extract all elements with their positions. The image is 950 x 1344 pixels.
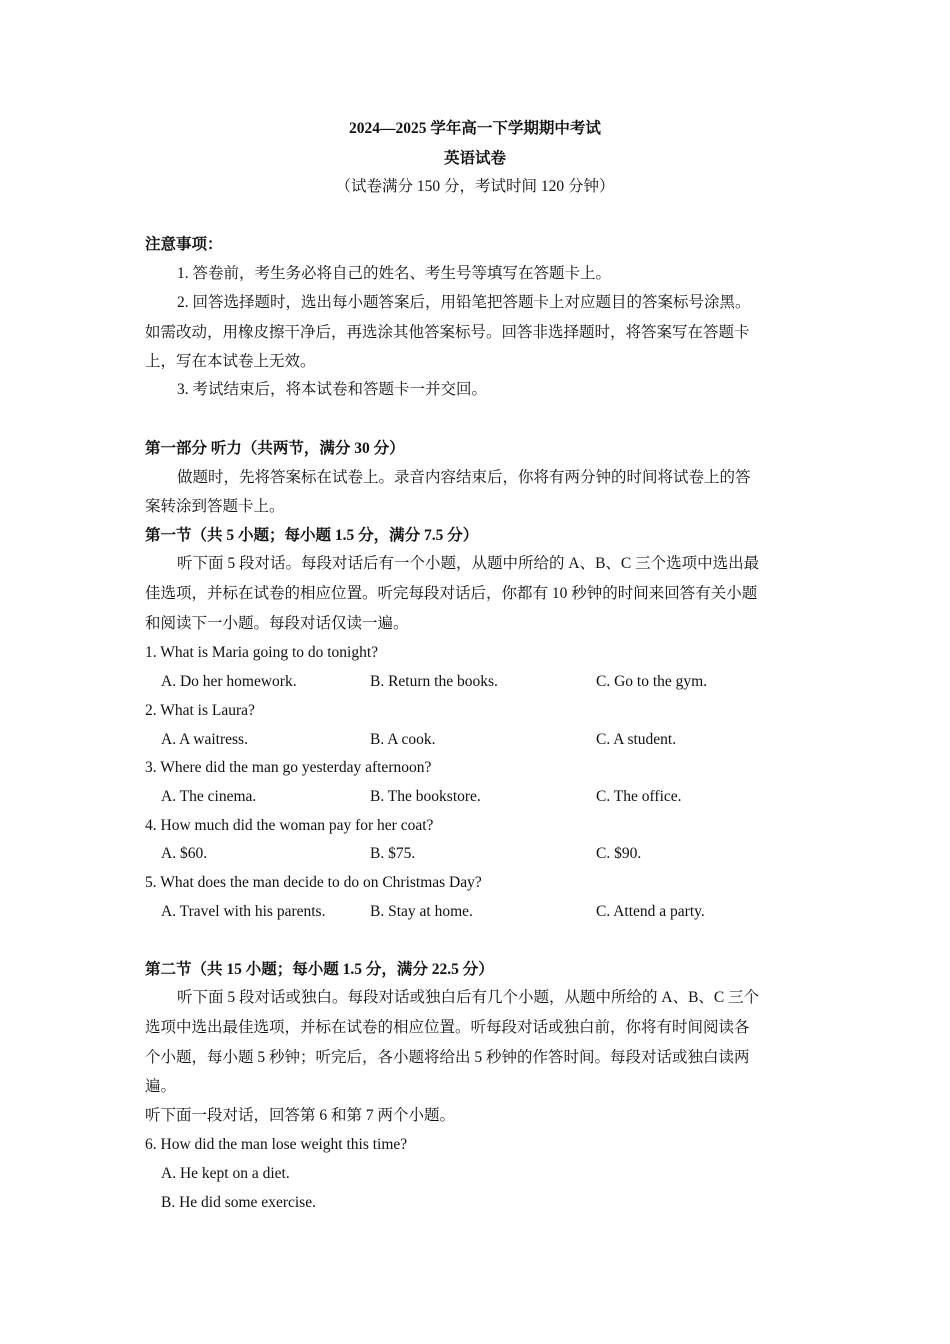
- part1-intro-line: 案转涂到答题卡上。: [145, 498, 285, 515]
- option-b: B. Stay at home.: [370, 903, 473, 920]
- option-c: C. The office.: [596, 788, 682, 805]
- option-a: A. A waitress.: [161, 731, 248, 748]
- notice-line: 2. 回答选择题时，选出每小题答案后，用铅笔把答题卡上对应题目的答案标号涂黑。: [177, 294, 751, 311]
- option-b: B. He did some exercise.: [161, 1194, 316, 1211]
- section2-intro-line: 选项中选出最佳选项，并标在试卷的相应位置。听每段对话或独白前，你将有时间阅读各: [145, 1019, 750, 1036]
- section2-intro-line: 听下面 5 段对话或独白。每段对话或独白后有几个小题，从题中所给的 A、B、C 三个: [177, 989, 760, 1006]
- question-text: 3. Where did the man go yesterday afternoon?: [145, 759, 432, 776]
- option-b: B. $75.: [370, 845, 416, 862]
- question-text: 6. How did the man lose weight this time?: [145, 1136, 408, 1153]
- section2-heading: 第二节（共 15 小题；每小题 1.5 分，满分 22.5 分）: [145, 961, 494, 978]
- option-c: C. A student.: [596, 731, 677, 748]
- option-a: A. Travel with his parents.: [161, 903, 326, 920]
- question-text: 2. What is Laura?: [145, 702, 255, 719]
- section1-intro-line: 佳选项，并标在试卷的相应位置。听完每段对话后，你都有 10 秒钟的时间来回答有关小题: [145, 585, 758, 602]
- question-text: 1. What is Maria going to do tonight?: [145, 644, 379, 661]
- part1-intro-line: 做题时，先将答案标在试卷上。录音内容结束后，你将有两分钟的时间将试卷上的答: [177, 469, 751, 486]
- notice-line: 上，写在本试卷上无效。: [145, 353, 316, 370]
- question-text: 5. What does the man decide to do on Christmas Day?: [145, 874, 482, 891]
- section2-intro-line: 遍。: [145, 1078, 177, 1095]
- exam-info: （试卷满分 150 分，考试时间 120 分钟）: [335, 178, 615, 195]
- option-a: A. $60.: [161, 845, 208, 862]
- section2-intro-line: 个小题，每小题 5 秒钟；听完后，各小题将给出 5 秒钟的作答时间。每段对话或独白读两: [145, 1049, 750, 1066]
- option-c: C. Attend a party.: [596, 903, 705, 920]
- exam-title: 2024—2025 学年高一下学期期中考试: [349, 120, 601, 137]
- notice-line: 1. 答卷前，考生务必将自己的姓名、考生号等填写在答题卡上。: [177, 265, 612, 282]
- option-b: B. Return the books.: [370, 673, 498, 690]
- option-c: C. Go to the gym.: [596, 673, 708, 690]
- option-c: C. $90.: [596, 845, 642, 862]
- option-a: A. He kept on a diet.: [161, 1165, 290, 1182]
- exam-subject: 英语试卷: [443, 150, 506, 167]
- section2-instruction: 听下面一段对话，回答第 6 和第 7 两个小题。: [145, 1107, 456, 1124]
- section1-intro-line: 和阅读下一小题。每段对话仅读一遍。: [145, 615, 409, 632]
- section1-heading: 第一节（共 5 小题；每小题 1.5 分，满分 7.5 分）: [145, 527, 479, 544]
- part1-heading: 第一部分 听力（共两节，满分 30 分）: [145, 440, 405, 457]
- question-text: 4. How much did the woman pay for her coat?: [145, 817, 434, 834]
- section1-intro-line: 听下面 5 段对话。每段对话后有一个小题，从题中所给的 A、B、C 三个选项中选出最: [177, 555, 760, 572]
- option-a: A. Do her homework.: [161, 673, 297, 690]
- notice-line: 3. 考试结束后，将本试卷和答题卡一并交回。: [177, 381, 488, 398]
- option-a: A. The cinema.: [161, 788, 257, 805]
- notice-heading: 注意事项：: [145, 236, 223, 253]
- option-b: B. A cook.: [370, 731, 436, 748]
- option-b: B. The bookstore.: [370, 788, 481, 805]
- notice-line: 如需改动，用橡皮擦干净后，再选涂其他答案标号。回答非选择题时，将答案写在答题卡: [145, 324, 750, 341]
